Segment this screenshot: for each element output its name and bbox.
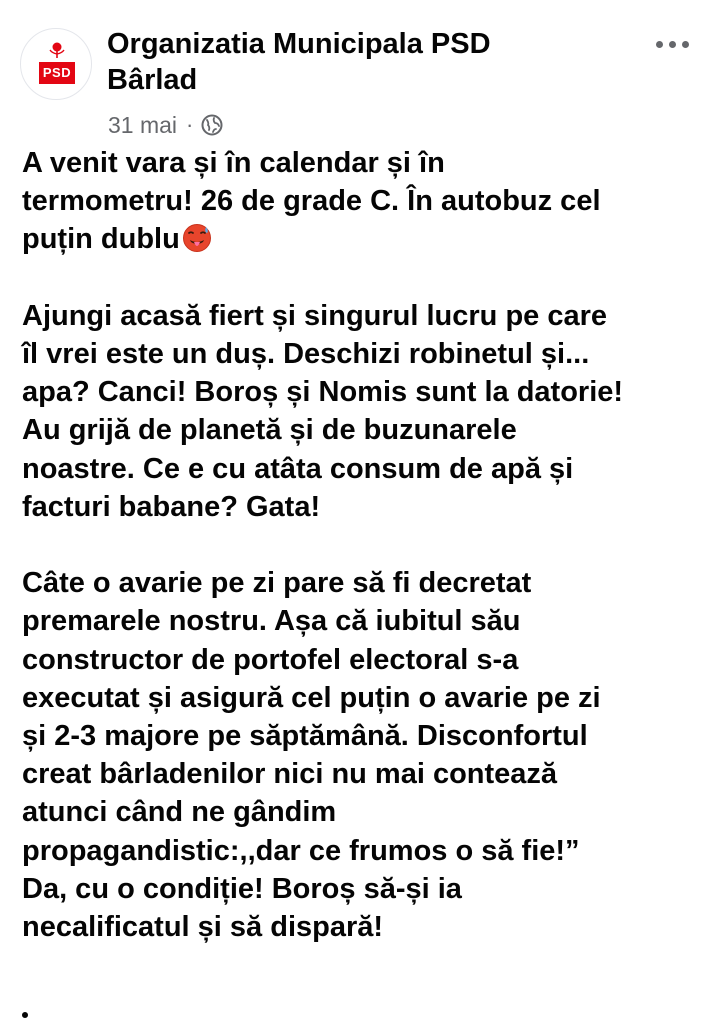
post-paragraph (22, 564, 692, 946)
text-line: apa? Canci! Boroș și Nomis sunt la datorie! (22, 376, 624, 409)
text-line: premarele nostru. Așa că iubitul său (22, 605, 521, 638)
text-line-with-emoji (22, 220, 692, 258)
text-line: atunci când ne gândim (22, 796, 337, 829)
globe-icon[interactable] (201, 114, 223, 136)
post-paragraph (22, 144, 692, 259)
text-line: noastre. Ce e cu atâta consum de apă și (22, 452, 574, 485)
text-line: Câte o avarie pe zi pare să fi decretat (22, 567, 532, 600)
next-line-cutoff (22, 1012, 28, 1018)
text-line: executat și asigură cel puțin o avarie pe zi (22, 681, 601, 714)
text-line: creat bârladenilor nici nu mai contează (22, 758, 558, 791)
text-line: îl vrei este un duș. Deschizi robinetul și... (22, 338, 590, 370)
post-date[interactable]: 31 mai (108, 111, 178, 138)
page-name-line: Organizatia Municipala PSD (107, 28, 491, 60)
post-header (20, 22, 690, 142)
text-line: propagandistic:,,dar ce frumos o să fie!” (22, 834, 580, 867)
hot-face-emoji-icon (182, 223, 212, 253)
text-line: puțin dublu (22, 223, 180, 256)
text-line: Ajungi acasă fiert și singurul lucru pe care (22, 299, 608, 332)
text-line: Au grijă de planetă și de buzunarele (22, 414, 517, 447)
text-line: A venit vara și în calendar și în (22, 147, 445, 179)
more-options-icon (656, 41, 663, 48)
text-line: facturi babane? Gata! (22, 490, 321, 523)
text-line: necalificatul și să dispară! (22, 911, 384, 944)
psd-badge: PSD (39, 62, 75, 84)
page-name-link[interactable] (107, 26, 627, 98)
meta-separator: · (186, 112, 194, 137)
more-options-button[interactable] (648, 30, 696, 58)
more-options-icon (682, 41, 689, 48)
rose-logo-icon (46, 41, 68, 59)
post-paragraph (22, 297, 692, 526)
text-line: termometru! 26 de grade C. În autobuz cel (22, 185, 601, 218)
page-avatar[interactable] (20, 28, 92, 100)
post-meta (108, 110, 223, 140)
text-line: Da, cu o condiție! Boroș să-și ia (22, 872, 462, 905)
post-text (22, 144, 692, 984)
text-line: constructor de portofel electoral s-a (22, 643, 519, 676)
text-line: și 2-3 majore pe săptămână. Disconfortul (22, 720, 588, 753)
page-name-line: Bârlad (107, 64, 198, 96)
more-options-icon (669, 41, 676, 48)
